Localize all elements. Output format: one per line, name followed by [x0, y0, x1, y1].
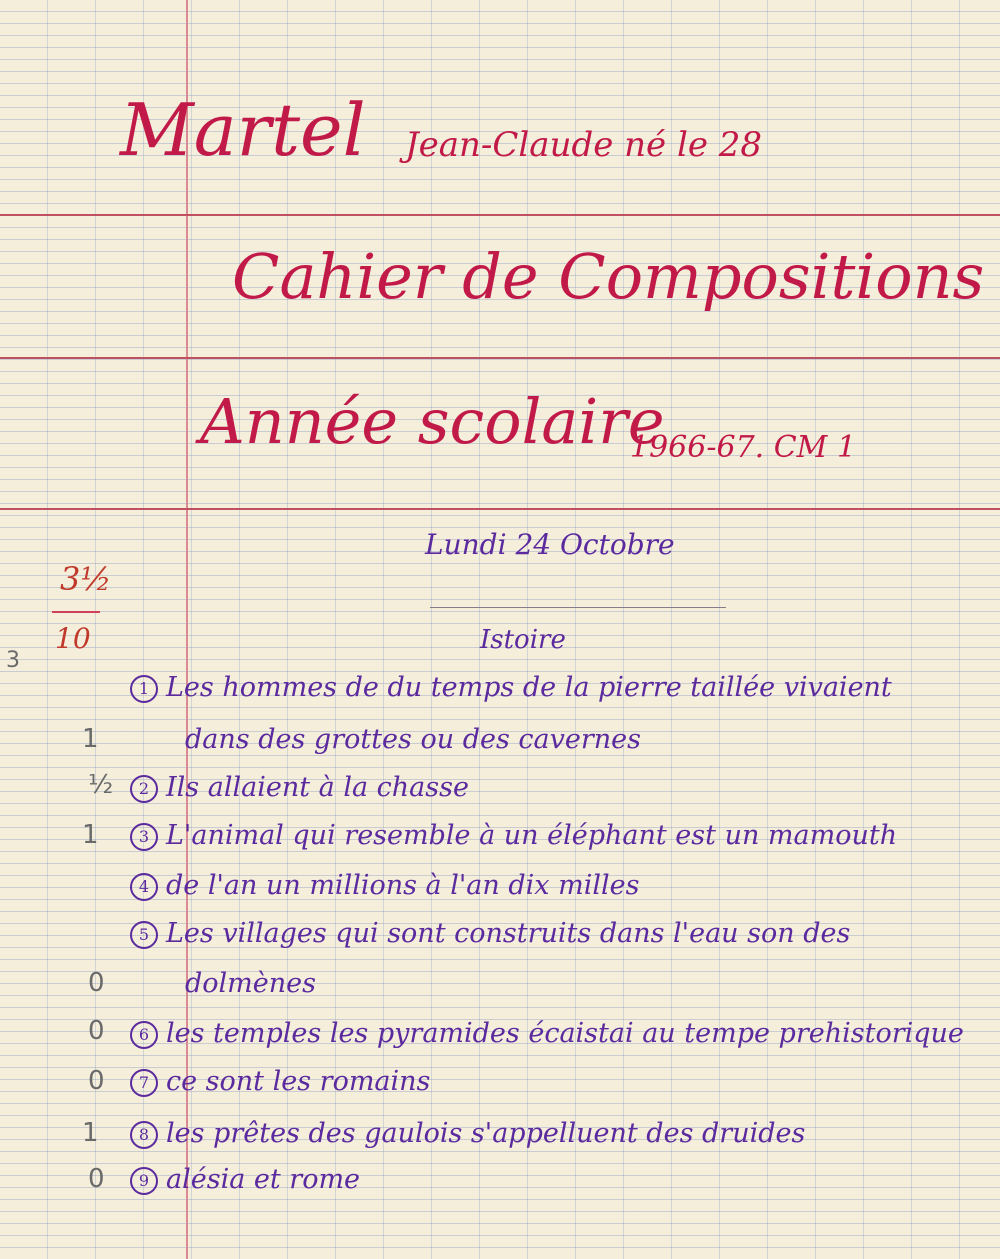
answer-text: L'animal qui resemble à un éléphant est un mamouth	[166, 820, 898, 851]
school-year-label: Année scolaire	[200, 385, 665, 458]
answer-number: 5	[130, 921, 158, 949]
answer-line	[130, 1018, 964, 1049]
answer-number: 7	[130, 1069, 158, 1097]
answer-number: 4	[130, 873, 158, 901]
answer-continuation: dolmènes	[185, 968, 316, 999]
answer-line	[130, 672, 892, 703]
notebook-title: Cahier de Compositions	[232, 240, 985, 313]
answer-text: les temples les pyramides écaistai au tempe prehistorique	[166, 1018, 964, 1049]
answer-line	[130, 772, 469, 803]
answer-text: Les hommes de du temps de la pierre taillée vivaient	[166, 672, 892, 703]
answer-number: 3	[130, 823, 158, 851]
pencil-mark: ½	[88, 770, 114, 800]
answer-line	[130, 1118, 805, 1149]
pencil-mark: 0	[88, 1016, 105, 1046]
score-denominator: 10	[55, 622, 91, 655]
answer-line	[130, 918, 850, 949]
school-year-value: 1966-67. CM 1	[630, 430, 857, 465]
pencil-mark: 0	[88, 1164, 105, 1194]
entry-subject: Istoire	[480, 625, 566, 655]
answer-line	[130, 1164, 360, 1195]
answer-text: les prêtes des gaulois s'appelluent des druides	[166, 1118, 806, 1149]
red-rule	[0, 357, 1000, 359]
score-numerator: 3½	[60, 560, 112, 598]
answer-text: Ils allaient à la chasse	[166, 772, 469, 803]
answer-line	[130, 820, 897, 851]
answer-line	[130, 870, 639, 901]
answer-number: 1	[130, 675, 158, 703]
pencil-mark: 1	[82, 1118, 99, 1148]
answer-line	[130, 1066, 430, 1097]
pencil-mark: 0	[88, 1066, 105, 1096]
surname: Martel	[120, 88, 366, 172]
date-underline	[430, 607, 726, 608]
given-name-line: Jean-Claude né le 28	[405, 125, 763, 165]
pencil-mark: 1	[82, 820, 99, 850]
answer-text: Les villages qui sont construits dans l'eau son des	[166, 918, 851, 949]
answer-number: 2	[130, 775, 158, 803]
pencil-mark: 3	[6, 648, 20, 673]
entry-date: Lundi 24 Octobre	[425, 528, 675, 561]
answer-number: 8	[130, 1121, 158, 1149]
score-fraction-bar	[52, 611, 100, 613]
pencil-mark: 0	[88, 968, 105, 998]
answer-text: ce sont les romains	[166, 1066, 431, 1097]
answer-continuation: dans des grottes ou des cavernes	[185, 724, 641, 755]
red-rule	[0, 508, 1000, 510]
answer-number: 6	[130, 1021, 158, 1049]
red-rule	[0, 214, 1000, 216]
pencil-mark: 1	[82, 724, 99, 754]
answer-number: 9	[130, 1167, 158, 1195]
answer-text: alésia et rome	[166, 1164, 361, 1195]
answer-text: de l'an un millions à l'an dix milles	[166, 870, 640, 901]
